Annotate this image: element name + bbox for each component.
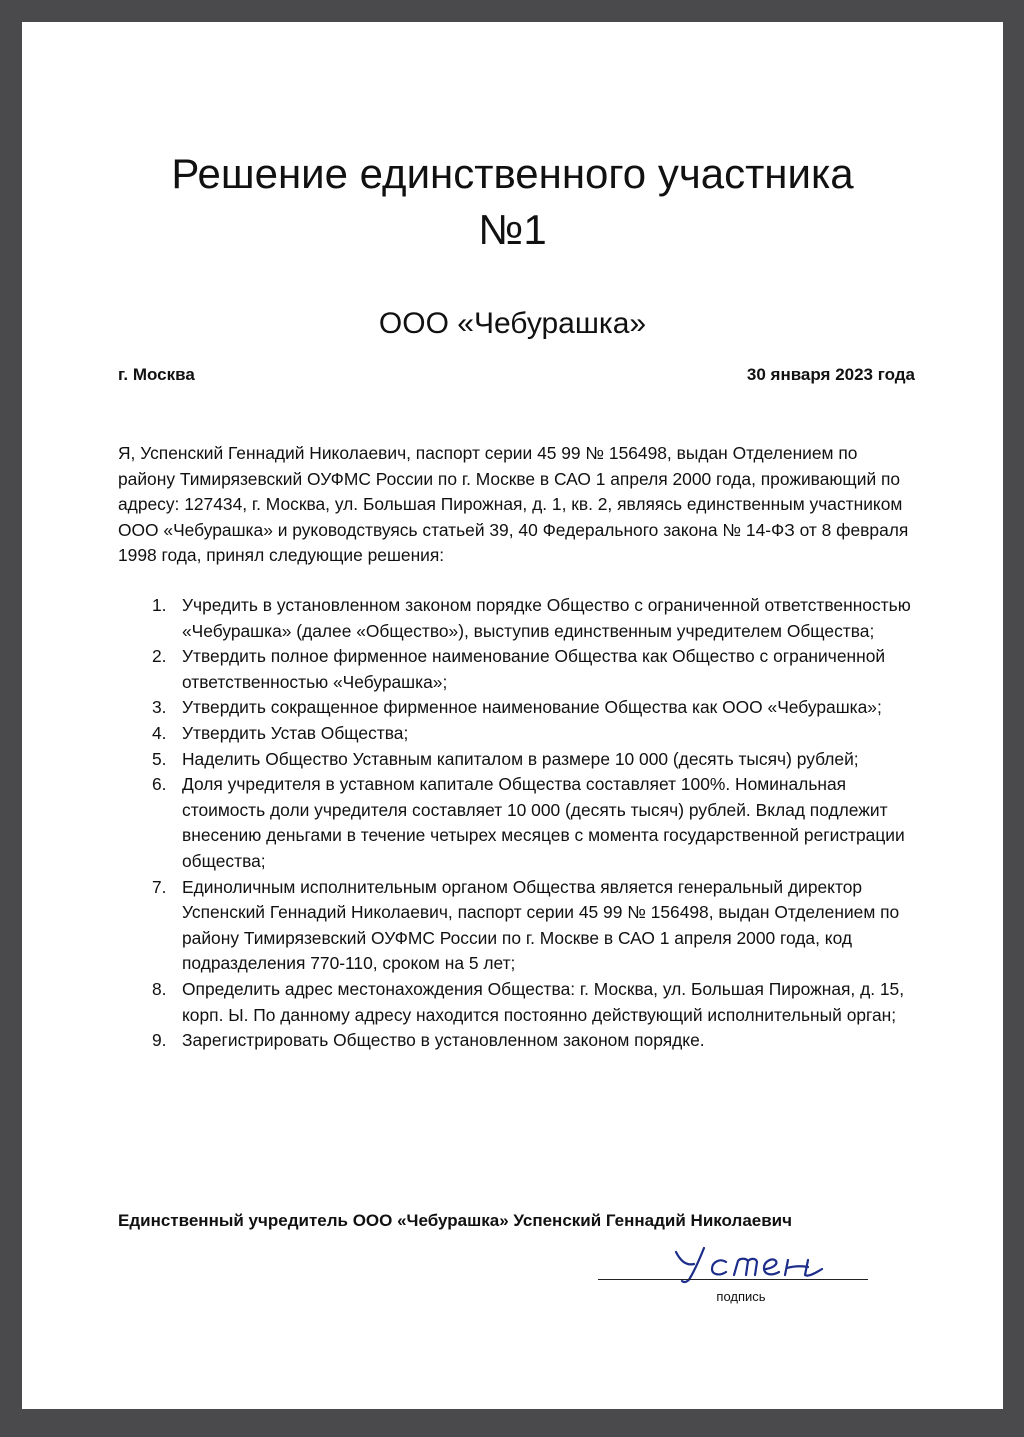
company-name: ООО «Чебурашка» — [378, 307, 647, 340]
decision-item — [118, 875, 918, 977]
decision-item — [118, 644, 918, 695]
decision-number: 8. — [152, 978, 167, 999]
founder-line: Единственный учредитель ООО «Чебурашка» Успенский Геннадий Николаевич — [118, 1211, 792, 1230]
decision-number: 5. — [152, 748, 167, 769]
decision-text: Наделить Общество Уставным капиталом в размере 10 000 (десять тысяч) рублей; — [182, 748, 859, 769]
decision-number: 9. — [152, 1030, 167, 1051]
decision-text: Единоличным исполнительным органом Общества является генеральный директор Успенский Геннадий Николаевич, паспорт серии 45 99 № 156498, выдан Отделением по району Тимирязевский ОУФМС России по г. Москве в САО 1 апреля 2000 года, код подразделения 770-110, сроком на 5 лет; — [182, 876, 900, 974]
decision-item — [118, 747, 918, 773]
signature-caption: подпись — [716, 1289, 766, 1304]
decision-text: Утвердить полное фирменное наименование Общества как Общество с ограниченной ответственностью «Чебурашка»; — [182, 646, 886, 692]
decision-text: Утвердить Устав Общества; — [182, 722, 409, 743]
decision-item — [118, 772, 918, 874]
decision-number: 2. — [152, 646, 167, 667]
decision-item — [118, 721, 918, 747]
document-page — [22, 22, 1003, 1409]
decision-number: 7. — [152, 876, 167, 897]
decision-number: 1. — [152, 595, 167, 615]
document-city: г. Москва — [118, 365, 195, 384]
document-date: 30 января 2023 года — [746, 365, 915, 384]
decision-number: 3. — [152, 697, 167, 718]
intro-paragraph: Я, Успенский Геннадий Николаевич, паспорт серии 45 99 № 156498, выдан Отделением по району Тимирязевский ОУФМС России по г. Москве в САО 1 апреля 2000 года, проживающий по адресу: 127434, г. Москва, ул. Большая Пирожная, д. 1, кв. 2, являясь единственным участником ООО «Чебурашка» и руководствуясь статьей 39, 40 Федерального закона № 14-ФЗ от 8 февраля 1998 года, принял следующие решения: — [118, 443, 909, 566]
decision-number: 4. — [152, 722, 167, 743]
decision-item — [118, 695, 918, 721]
decisions-list — [118, 593, 918, 1054]
decision-item — [118, 593, 918, 644]
decision-text: Зарегистрировать Общество в установленном законом порядке. — [182, 1030, 705, 1051]
decision-item — [118, 1028, 918, 1054]
document-title — [22, 146, 1003, 258]
decision-text: Утвердить сокращенное фирменное наименование Общества как ООО «Чебурашка»; — [182, 697, 882, 718]
signature-line — [598, 1279, 868, 1280]
decision-text: Доля учредителя в уставном капитале Общества составляет 100%. Номинальная стоимость доли учредителя составляет 10 000 (десять тысяч) рублей. Вклад подлежит внесению деньгами в течение четырех месяцев с момента государственной регистрации общества; — [182, 774, 905, 871]
decision-text: Учредить в установленном законом порядке Общество с ограниченной ответственностью «Чебурашка» (далее «Общество»), выступив единственным учредителем Общества; — [182, 595, 911, 641]
decision-item — [118, 977, 918, 1028]
title-line-1: Решение единственного участника — [171, 150, 854, 197]
title-line-2: №1 — [478, 206, 547, 253]
decision-number: 6. — [152, 774, 167, 795]
decision-text: Определить адрес местонахождения Общества: г. Москва, ул. Большая Пирожная, д. 15, корп. Ы. По данному адресу находится постоянно действующий исполнительный орган; — [182, 978, 905, 1025]
